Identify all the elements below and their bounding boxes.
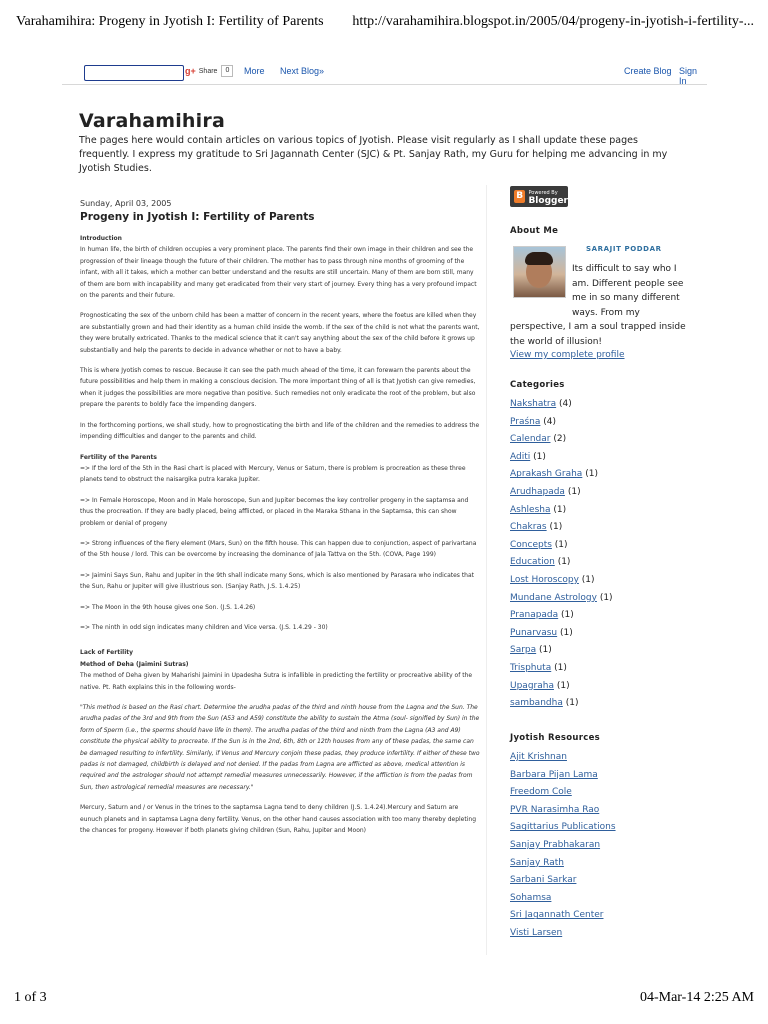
- gplus-icon: g+: [185, 66, 196, 76]
- category-link[interactable]: Concepts: [510, 539, 552, 550]
- post-paragraph: Mercury, Saturn and / or Venus in the trines to the saptamsa Lagna tend to deny children (J.S. 1.4.24).Mercury and Saturn are eunuch planets and in saptamsa Lagna deny fertility. Venus, on the other hand causes association with too many thereby depleting the chances for progeny. However if both planets giving children (Sun, Rahu, Jupiter and Moon): [80, 804, 476, 835]
- category-item: [510, 660, 613, 678]
- category-link[interactable]: Punarvasu: [510, 627, 558, 638]
- create-blog-link[interactable]: Create Blog: [624, 66, 672, 76]
- resource-item: [510, 925, 616, 943]
- post-paragraph: => The Moon in the 9th house gives one Son. (J.S. 1.4.26): [80, 603, 256, 611]
- blog-description: The pages here would contain articles on various topics of Jyotish. Please visit regularly as I shall update these pages frequently. I express my gratitude to Sri Jagannath Center (SJC) & Pt. Sanjay Rath, my Guru for helping me advancing in my Jyotish Studies.: [79, 135, 668, 174]
- category-count: (1): [557, 557, 571, 568]
- resource-item: [510, 890, 616, 908]
- resource-link[interactable]: Sohamsa: [510, 892, 552, 903]
- category-count: (4): [543, 416, 557, 427]
- navbar-search-input[interactable]: [84, 65, 184, 81]
- category-item: [510, 502, 613, 520]
- category-count: (1): [549, 522, 563, 533]
- avatar-float-spacer: [510, 262, 572, 320]
- category-count: (1): [567, 486, 581, 497]
- resource-item: [510, 784, 616, 802]
- category-link[interactable]: Aprakash Graha: [510, 469, 583, 480]
- category-item: [510, 554, 613, 572]
- category-link[interactable]: Ashlesha: [510, 504, 551, 515]
- resource-link[interactable]: PVR Narasimha Rao: [510, 804, 600, 815]
- blogger-icon: B: [514, 190, 525, 203]
- post-date: Sunday, April 03, 2005: [80, 199, 172, 208]
- post-paragraph: This is where Jyotish comes to rescue. Because it can see the path much ahead of the time, it can forewarn the parents about the future possibilities and help them in making a conscious decision. The more important thing of all is that Jyotish can give remedies, when it judges the possibilities are more negative than positive. Such remedies not only eradicate the root of the problem, but also prepare the parents to boldly face the impending dangers.: [80, 367, 476, 409]
- blog-title[interactable]: Varahamihira: [79, 110, 225, 132]
- section-heading-fertility: Fertility of the Parents: [80, 453, 157, 461]
- resource-link[interactable]: Freedom Cole: [510, 787, 572, 798]
- category-link[interactable]: Praśna: [510, 416, 541, 427]
- category-link[interactable]: Nakshatra: [510, 399, 557, 409]
- category-link[interactable]: Upagraha: [510, 680, 554, 691]
- category-count: (1): [553, 504, 567, 515]
- category-item: [510, 449, 613, 467]
- category-count: (2): [553, 434, 567, 445]
- category-item: [510, 572, 613, 590]
- resource-link[interactable]: Visti Larsen: [510, 927, 563, 938]
- jyotish-resources-heading: Jyotish Resources: [510, 733, 601, 743]
- resource-item: [510, 907, 616, 925]
- category-count: (1): [561, 610, 574, 621]
- post-title[interactable]: Progeny in Jyotish I: Fertility of Parents: [80, 211, 315, 223]
- category-item: [510, 466, 613, 484]
- category-count: (1): [554, 662, 567, 673]
- resource-item: [510, 749, 616, 767]
- resources-list: [510, 749, 616, 943]
- category-link[interactable]: Arudhapada: [510, 486, 565, 497]
- category-item: [510, 695, 613, 713]
- gplus-share-button[interactable]: [185, 65, 233, 77]
- main-column: [74, 185, 487, 955]
- resource-item: [510, 837, 616, 855]
- category-count: (1): [533, 451, 546, 462]
- post-paragraph: => Strong influences of the fiery element (Mars, Sun) on the fifth house. This can happen due to conjunction, aspect of parivartana of the 5th house / lord. This can be overcome by increasing the dominance of Jala Tattva on the 5th. (COVA, Page 199): [80, 539, 477, 559]
- resource-item: [510, 855, 616, 873]
- category-count: (1): [599, 592, 613, 603]
- badge-big-text: Blogger: [528, 195, 568, 206]
- category-item: [510, 537, 613, 555]
- resource-link[interactable]: Sanjay Rath: [510, 857, 564, 868]
- category-link[interactable]: Calendar: [510, 434, 551, 445]
- category-item: [510, 607, 613, 625]
- category-link[interactable]: Trisphuta: [510, 662, 552, 673]
- resource-item: [510, 802, 616, 820]
- category-item: [510, 590, 613, 608]
- resource-link[interactable]: Barbara Pijan Lama: [510, 769, 598, 780]
- profile-about-text: Its difficult to say who I am. Different people see me in so many different ways. From my perspective, I am a soul trapped inside the world of illusion!: [510, 264, 686, 347]
- section-heading-lack-of-fertility: Lack of Fertility: [80, 649, 134, 657]
- more-link[interactable]: More: [244, 66, 265, 76]
- section-heading-introduction: Introduction: [80, 235, 122, 242]
- category-item: [510, 642, 613, 660]
- category-item: [510, 484, 613, 502]
- category-count: (1): [581, 574, 595, 585]
- category-item: [510, 519, 613, 537]
- categories-list: [510, 396, 613, 713]
- category-item: [510, 625, 613, 643]
- powered-by-blogger-badge[interactable]: [510, 186, 568, 207]
- category-count: (1): [565, 698, 579, 709]
- print-timestamp: 04-Mar-14 2:25 AM: [639, 990, 754, 1005]
- category-link[interactable]: sambandha: [510, 698, 563, 709]
- category-link[interactable]: Mundane Astrology: [510, 592, 597, 603]
- share-label: Share: [198, 67, 218, 75]
- post-paragraph: => If the lord of the 5th in the Rasi chart is placed with Mercury, Venus or Saturn, there is problem is procreation as these three planets tend to obstruct the naisargika putra karaka Jupiter.: [80, 464, 466, 484]
- resource-link[interactable]: Sri Jagannath Center: [510, 910, 604, 921]
- category-item: [510, 431, 613, 449]
- post-paragraph: In the forthcoming portions, we shall study, how to prognosticating the birth and life of the children and the remedies to address the impending difficulties and danger to the parents and child.: [80, 421, 480, 441]
- category-link[interactable]: Aditi: [510, 451, 531, 462]
- post-quote: "This method is based on the Rasi chart. Determine the arudha padas of the third and ninth house from the Lagna and the Sun. The arudha padas of the 3rd and 9th from the Sun (A53 and A59) constitute the ability to sustain the Atma (soul- signified by Sun) in the form of Sperm (i.e., the sperms should have life in them). The arudha padas of the third and ninth from the Lagna (A3 and A9) constitute the physical ability to procreate. If the Sun is in the 2nd, 6th, 8th or 12th houses from any of these padas, the same can be damaged resulting to infertility. Similarly, if Venus and Mercury conjoin these padas, they produce infertility. If either of these two padas is not damaged, childbirth is delayed and not denied. If the padas from Lagna are afflicted as above, medical attention is required and the astrologer should not attempt remedial measures unnecessarily. However, if the affliction is from the padas from Sun, then astrological remedial measures are necessary.": [80, 704, 480, 791]
- section-heading-method-of-deha: Method of Deha (Jaimini Sutras): [80, 660, 189, 668]
- category-link[interactable]: Education: [510, 557, 555, 568]
- resource-item: [510, 819, 616, 837]
- category-link[interactable]: Lost Horoscopy: [510, 574, 579, 585]
- badge-text: [528, 189, 568, 205]
- categories-heading: Categories: [510, 380, 565, 390]
- resource-item: [510, 872, 616, 890]
- resource-link[interactable]: Sanjay Prabhakaran: [510, 839, 601, 850]
- category-count: (4): [559, 399, 572, 409]
- resource-link[interactable]: Sarbani Sarkar: [510, 875, 577, 886]
- resource-link[interactable]: Sagittarius Publications: [510, 822, 616, 833]
- post-paragraph: => In Female Horoscope, Moon and in Male horoscope, Sun and Jupiter becomes the key controller progeny in the saptamsa and thus the procreation. If they are badly placed, being afflicted, or placed in the Maraka Sthana in the Saptamsa, this can show problem or denial of progeny: [80, 496, 469, 527]
- profile-name-link[interactable]: SARAJIT PODDAR: [586, 245, 662, 253]
- category-item: [510, 414, 613, 432]
- post-paragraph: Prognosticating the sex of the unborn child has been a matter of concern in the recent years, where the foetus are killed when they are substantially grown and had their identity as a human child inside the womb. If the sex of the child is not what the parents want, they were brutally extricated. Thanks to the medical science that it can't say anything about the sex of the child before it grows up substantially and help the parents to decide in advance whether or not to have a baby.: [80, 312, 480, 354]
- post-paragraph: The method of Deha given by Maharishi Jaimini in Upadesha Sutra is infallible in predicting the fertility or procreative ability of the native. Pt. Rath explains this in the following words-: [80, 672, 473, 691]
- print-header-title: Varahamihira: Progeny in Jyotish I: Fertility of Parents: [16, 14, 324, 29]
- badge-small-text: Powered By: [528, 189, 558, 196]
- resource-link[interactable]: Ajit Krishnan: [510, 752, 567, 762]
- blogger-navbar: [62, 60, 707, 85]
- post-paragraph: => Jaimini Says Sun, Rahu and Jupiter in the 9th shall indicate many Sons, which is also mentioned by Parasara who indicates that the Sun, Rahu or Jupiter will give illustrious son. (Sanjay Rath, J.S. 1.4.25): [80, 571, 475, 591]
- category-link[interactable]: Chakras: [510, 522, 547, 533]
- view-profile-link[interactable]: View my complete profile: [510, 350, 625, 360]
- category-count: (1): [556, 680, 570, 691]
- resource-item: [510, 767, 616, 785]
- category-count: (1): [585, 469, 598, 480]
- print-page-number: 1 of 3: [14, 990, 47, 1005]
- sign-in-link[interactable]: Sign In: [679, 66, 698, 86]
- category-count: (1): [554, 539, 568, 550]
- category-item: [510, 396, 613, 414]
- category-item: [510, 678, 613, 696]
- post-body: [80, 233, 480, 845]
- category-count: (1): [560, 627, 573, 638]
- post-paragraph: In human life, the birth of children occupies a very prominent place. The parents find their own image in their children and see the progression of their lineage though the future of their children. The mother has to pass through nine months of grooming of the infant, with all it takes, which a mother can better understand and the results are still uncertain. Many of them are born still, many of them are born with incapability and many get eradicated from their very start of journey. Every thing has a very profound impact on the parents and their future.: [80, 246, 477, 300]
- print-header-url: http://varahamihira.blogspot.in/2005/04/progeny-in-jyotish-i-fertility-...: [352, 14, 754, 29]
- category-link[interactable]: Sarpa: [510, 645, 537, 656]
- profile-text-wrap: [510, 262, 692, 349]
- category-count: (1): [539, 645, 552, 656]
- category-link[interactable]: Pranapada: [510, 610, 559, 621]
- next-blog-link[interactable]: Next Blog»: [280, 66, 325, 76]
- post-paragraph: => The ninth in odd sign indicates many children and Vice versa. (J.S. 1.4.29 - 30): [80, 623, 328, 631]
- share-count: 0: [221, 65, 233, 77]
- about-me-heading: About Me: [510, 226, 559, 236]
